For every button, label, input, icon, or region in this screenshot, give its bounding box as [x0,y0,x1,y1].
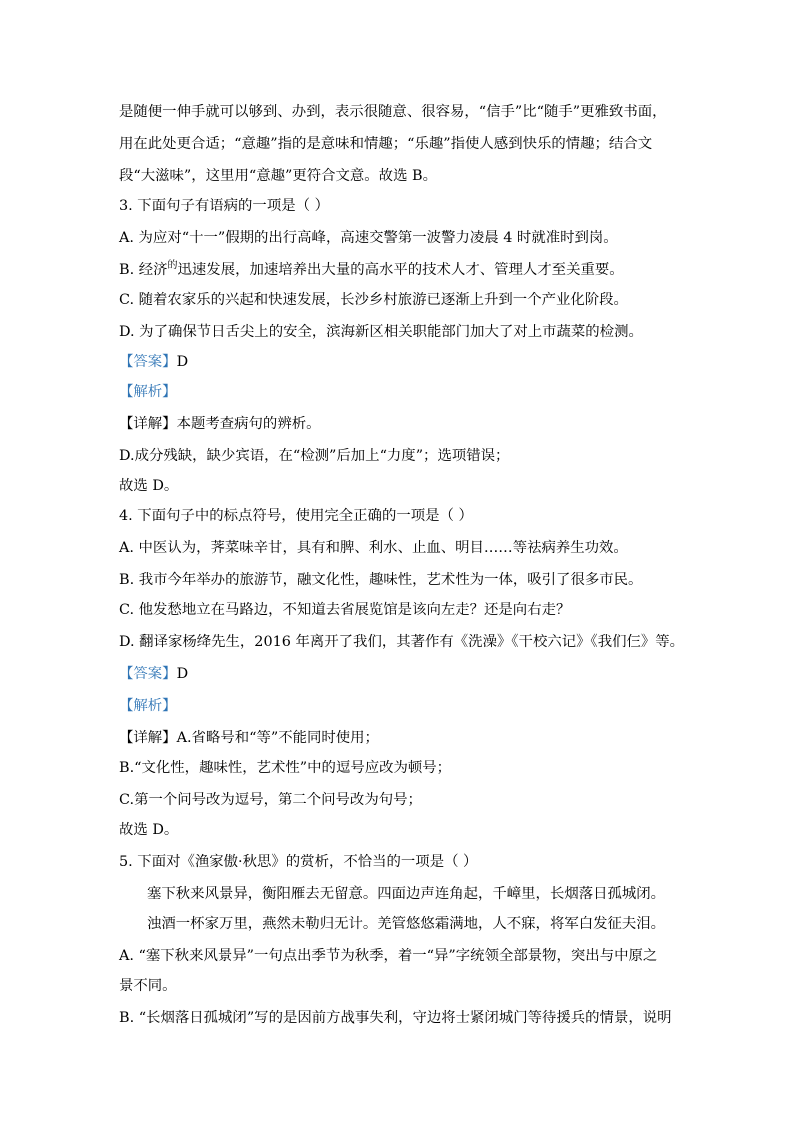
text-line [119,228,618,248]
text-line [119,976,177,996]
text-line [119,820,178,840]
text-line [119,476,178,496]
text-line [119,196,329,216]
text-line [119,664,188,684]
text-segment: D [176,666,189,682]
text-segment: A. “塞下秋来风景异”一句点出季节为秋季，着一“异”字统领全部景物，突出与中原之 [119,948,658,964]
text-segment: 是随便一伸手就可以够到、办到，表示很随意、很容易，“信手”比“随手”更雅致书面， [119,104,667,120]
text-line [119,414,321,434]
text-segment: B. 经济 [119,262,168,278]
text-segment: A. 中医认为，荠菜味辛甘，具有和脾、利水、止血、明目……等祛病养生功效。 [119,540,628,556]
text-line [119,852,477,872]
superscript-text: 的 [167,260,178,271]
text-segment: B. “长烟落日孤城闭”写的是因前方战事失利，守边将士紧闭城门等待援兵的情景，说明 [119,1010,672,1026]
text-line [119,600,570,620]
text-line [119,728,379,748]
text-segment: D.成分残缺，缺少宾语，在“检测”后加上“力度”；选项错误； [119,448,510,464]
section-label: 【答案】 [119,354,177,370]
text-segment: C. 随着农家乐的兴起和快速发展，长沙乡村旅游已逐渐上升到一个产业化阶段。 [119,292,628,308]
text-segment: 塞下秋来风景异，衡阳雁去无留意。四面边声连角起，千嶂里，长烟落日孤城闭。 [147,886,666,902]
text-segment: 迅速发展，加速培养出大量的高水平的技术人才、管理人才至关重要。 [177,262,624,278]
text-line [119,382,177,402]
text-line [119,696,177,716]
text-line [119,446,509,466]
poem-line [147,884,665,904]
text-segment: 故选 D。 [119,478,179,494]
text-segment: C.第一个问号改为逗号，第二个问号改为句号； [119,792,422,808]
text-line [119,322,643,342]
section-label: 【详解】 [119,416,177,432]
text-segment: 本题考查病句的辨析。 [176,416,321,432]
text-segment: 浊酒一杯家万里，燕然未勒归无计。羌管悠悠霜满地，人不寐，将军白发征夫泪。 [147,916,666,932]
text-segment: D. 翻译家杨绛先生，2016 年离开了我们，其著作有《洗澡》《干校六记》《我们仨》等。 [119,634,685,650]
text-segment: 段“大滋味”，这里用“意趣”更符合文意。故选 B。 [119,168,438,184]
text-segment: 4. 下面句子中的标点符号，使用完全正确的一项是（ ） [119,508,473,524]
text-line [119,570,642,590]
text-segment: B.“文化性，趣味性，艺术性”中的逗号应改为顿号； [119,760,452,776]
text-segment: 用在此处更合适；“意趣”指的是意味和情趣；“乐趣”指使人感到快乐的情趣；结合文 [119,136,653,152]
section-label: 【详解】 [119,730,177,746]
text-segment: 5. 下面对《渔家傲·秋思》的赏析，不恰当的一项是（ ） [119,854,478,870]
section-label: 【答案】 [119,666,177,682]
text-segment: 景不同。 [119,978,177,994]
text-line [119,758,451,778]
text-line [119,134,652,154]
text-line [119,946,657,966]
text-segment: 3. 下面句子有语病的一项是（ ） [119,198,329,214]
text-line [119,102,667,122]
text-segment: B. 我市今年举办的旅游节，融文化性，趣味性，艺术性为一体，吸引了很多市民。 [119,572,643,588]
text-line [119,352,188,372]
text-line [119,632,684,652]
poem-line [147,914,665,934]
text-line [119,166,437,186]
text-segment: A. 为应对“十一”假期的出行高峰，高速交警第一波警力凌晨 4 时就准时到岗。 [119,230,618,246]
section-label: 【解析】 [119,384,177,400]
text-segment: D. 为了确保节日舌尖上的安全，滨海新区相关职能部门加大了对上市蔬菜的检测。 [119,324,643,340]
text-segment: A.省略号和“等”不能同时使用； [176,730,379,746]
section-label: 【解析】 [119,698,177,714]
text-line [119,790,422,810]
text-line [119,506,473,526]
text-segment: C. 他发愁地立在马路边，不知道去省展览馆是该向左走？还是向右走？ [119,602,571,618]
text-segment: 故选 D。 [119,822,179,838]
text-segment: D [176,354,189,370]
text-line [119,260,624,280]
text-line [119,290,628,310]
text-line [119,1008,672,1028]
text-line [119,538,628,558]
